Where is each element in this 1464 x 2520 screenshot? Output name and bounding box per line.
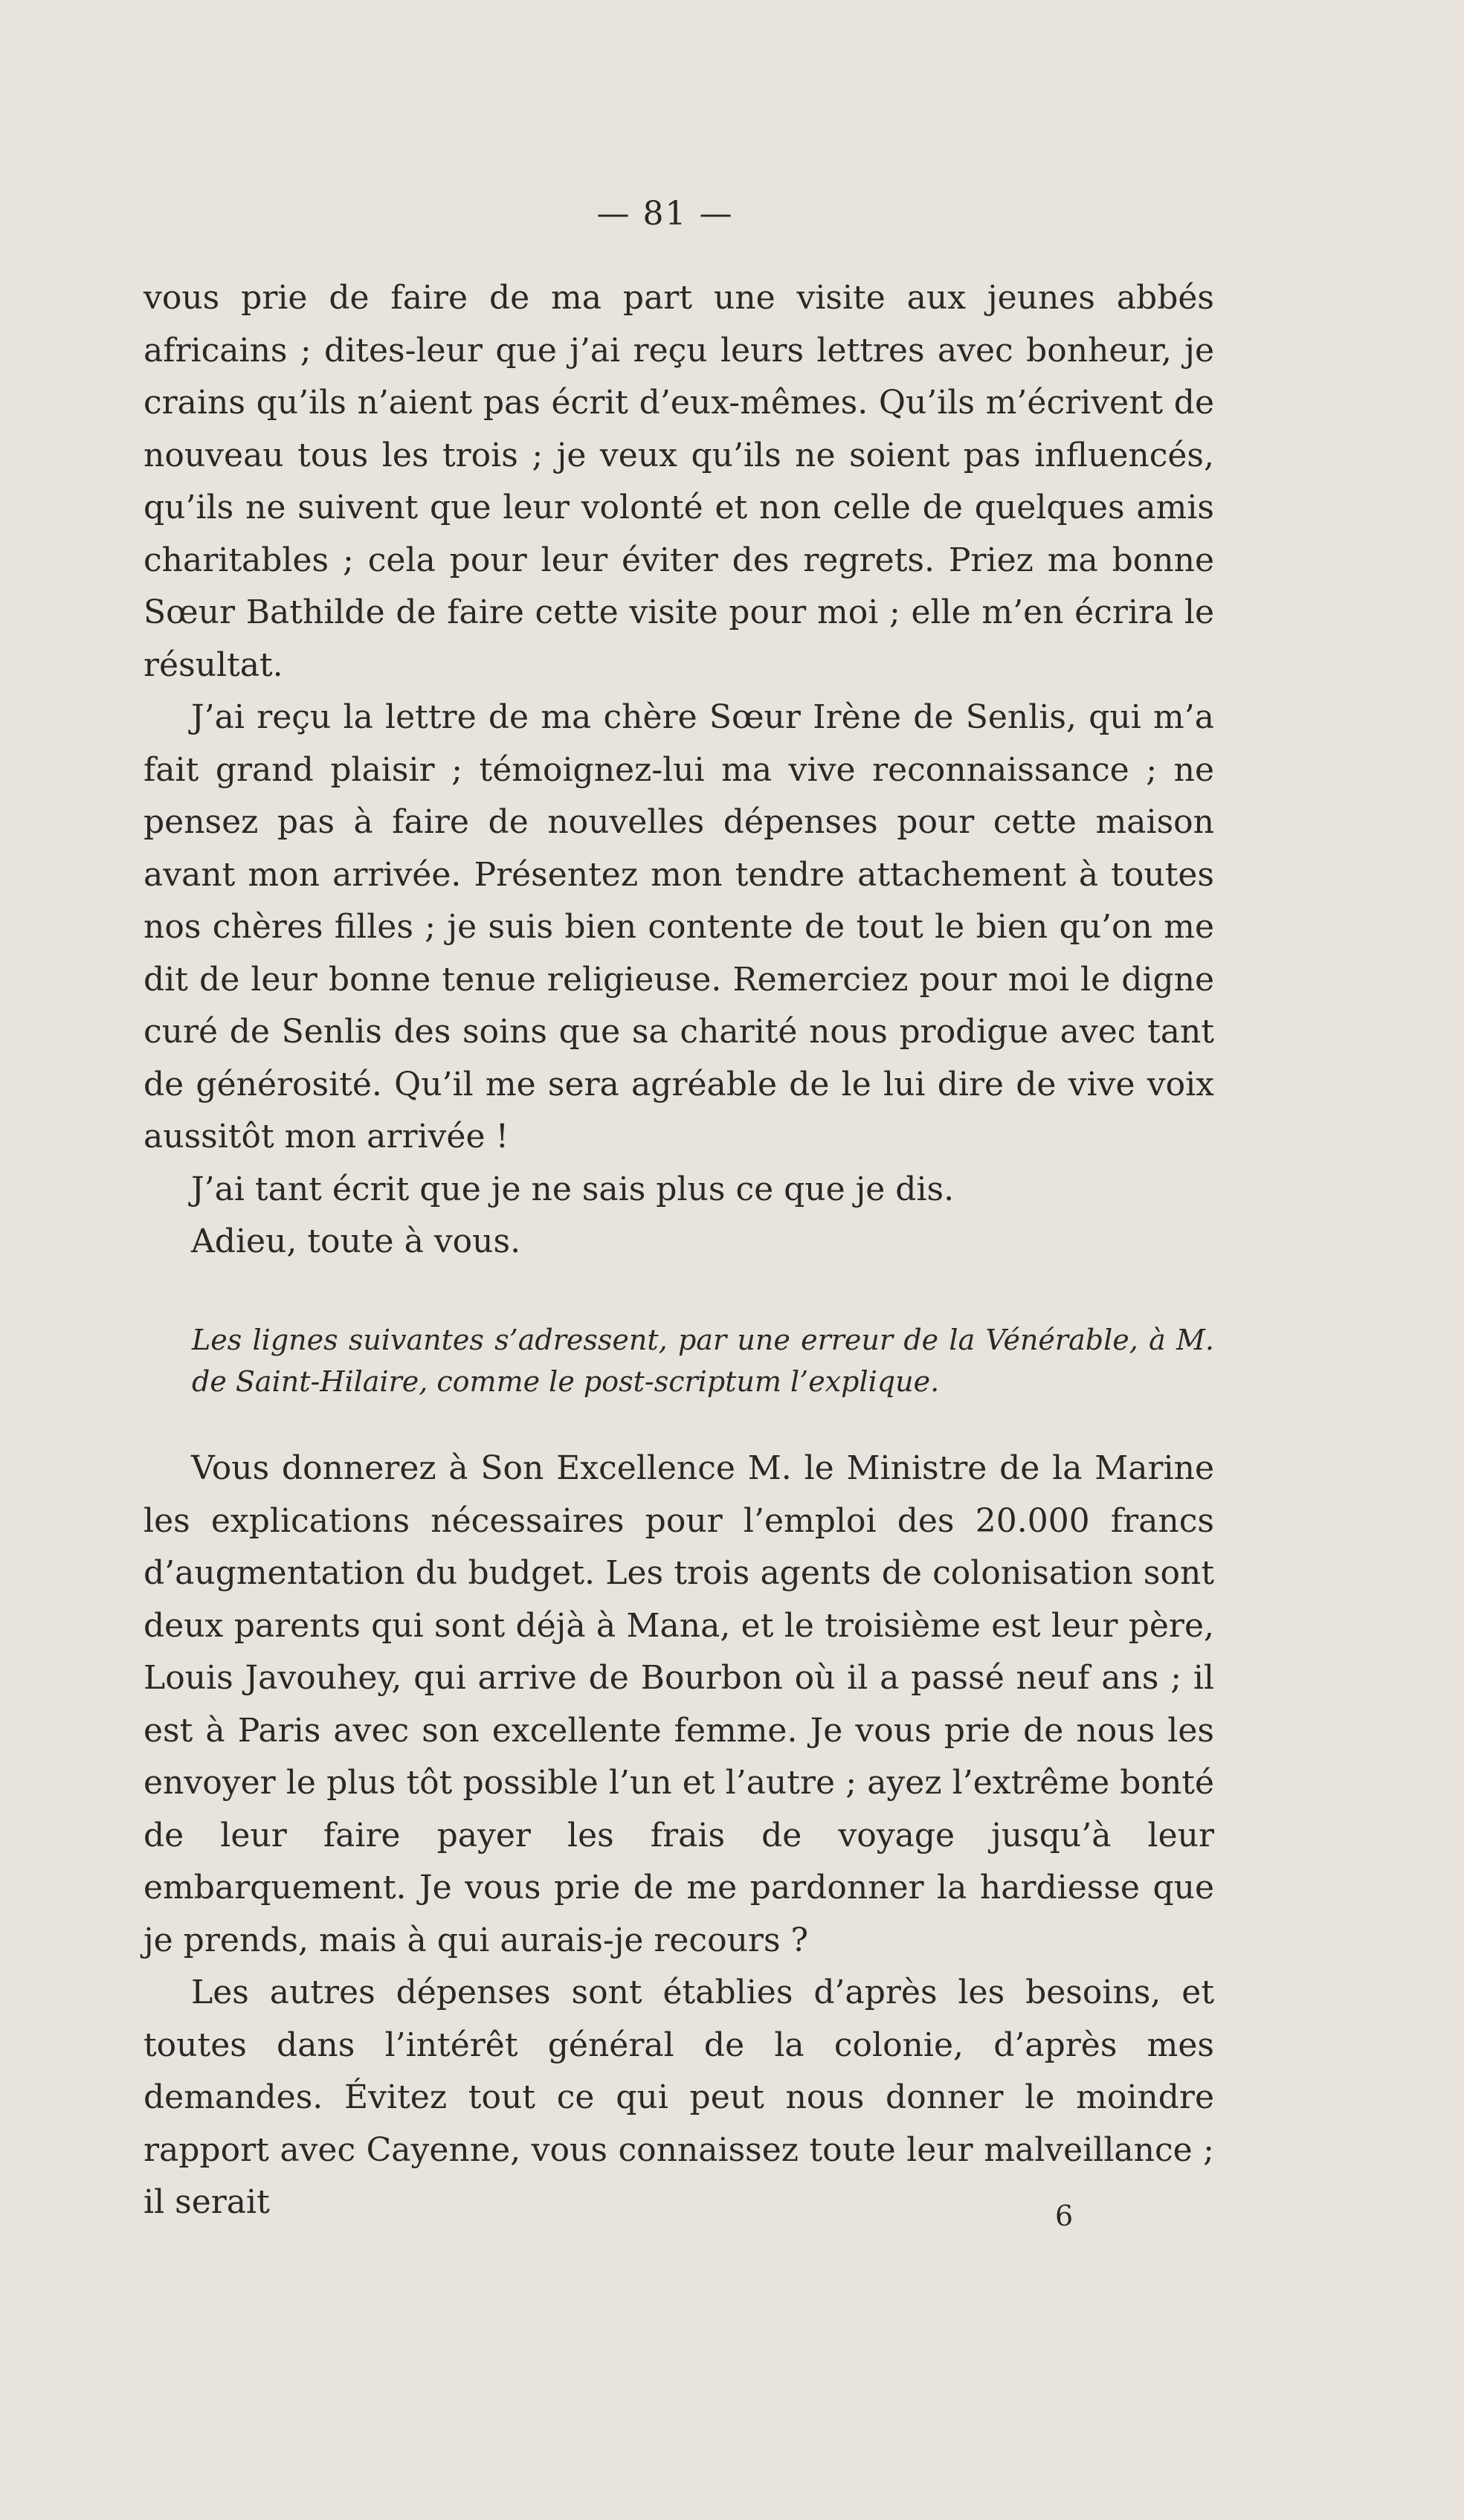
paragraph-ministre: Vous donnerez à Son Excellence M. le Ministre de la Marine les explications nécessaires pour l’emploi des 20.000 francs d’augmentation du budget. Les trois agents de colonisation sont deux parents qui sont déjà à Mana, et le troisième est leur père, Louis Javouhey, qui arrive de Bourbon où il a passé neuf ans ; il est à Paris avec son excellente femme. Je vous prie de nous les envoyer le plus tôt possible l’un et l’autre ; ayez l’extrême bonté de leur faire payer les frais de voyage jusqu’à leur embarquement. Je vous prie de me pardonner la hardiesse que je prends, mais à qui aurais-je recours ? [144,1449,1214,1959]
editor-note: Les lignes suivantes s’adressent, par une erreur de la Vénérable, à M. de Saint-Hilaire, comme le post-scriptum l’explique. [192,1324,1214,1398]
paragraph-continuation: vous prie de faire de ma part une visite aux jeunes abbés africains ; dites-leur que j’ai reçu leurs lettres avec bonheur, je crains qu’ils n’aient pas écrit d’eux-mêmes. Qu’ils m’écrivent de nouveau tous les trois ; je veux qu’ils ne soient pas influencés, qu’ils ne suivent que leur volonté et non celle de quelques amis charitables ; cela pour leur éviter des regrets. Priez ma bonne Sœur Bathilde de faire cette visite pour moi ; elle m’en écrira le résultat. [144,279,1214,684]
letter-body-bottom [144,1443,1214,2229]
signature-mark: 6 [1055,2200,1074,2232]
paragraph-senlis: J’ai reçu la lettre de ma chère Sœur Irène de Senlis, qui m’a fait grand plaisir ; témoignez-lui ma vive reconnaissance ; ne pensez pas à faire de nouvelles dépenses pour cette maison avant mon arrivée. Présentez mon tendre attachement à toutes nos chères filles ; je suis bien contente de tout le bien qu’on me dit de leur bonne tenue religieuse. Remerciez pour moi le digne curé de Senlis des soins que sa charité nous prodigue avec tant de générosité. Qu’il me sera agréable de le lui dire de vive voix aussitôt mon arrivée ! [144,698,1214,1156]
paragraph-adieu: Adieu, toute à vous. [191,1222,521,1260]
paragraph-tant-ecrit: J’ai tant écrit que je ne sais plus ce que je dis. [191,1170,955,1208]
page-number: — 81 — [596,195,734,233]
letter-body-top [144,272,1214,1269]
paragraph-depenses: Les autres dépenses sont établies d’après les besoins, et toutes dans l’intérêt général de la colonie, d’après mes demandes. Évitez tout ce qui peut nous donner le moindre rapport avec Cayenne, vous connaissez toute leur malveillance ; il serait [144,1973,1214,2221]
